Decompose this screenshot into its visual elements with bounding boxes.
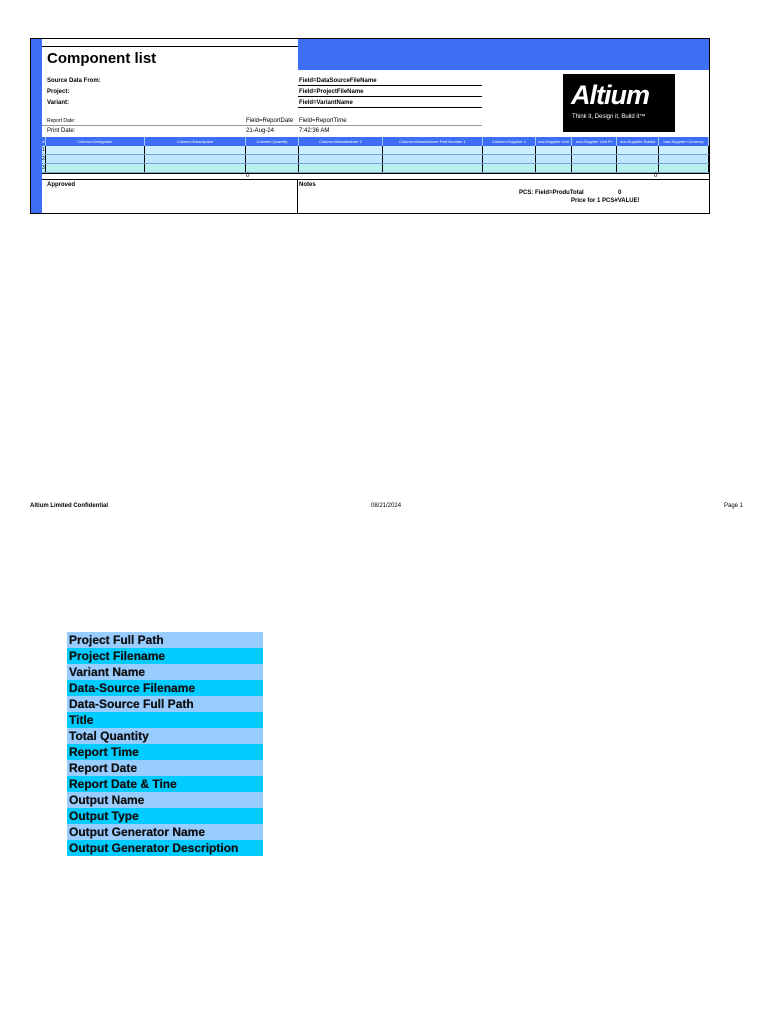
legend-item: Data-Source Filename bbox=[67, 680, 263, 696]
table-cell bbox=[483, 146, 536, 154]
price-label: Price for 1 PCS bbox=[571, 198, 615, 204]
table-cell bbox=[659, 146, 709, 154]
legend-item: Title bbox=[67, 712, 263, 728]
header-banner bbox=[298, 39, 709, 70]
table-cell bbox=[536, 164, 572, 172]
table-cell bbox=[617, 146, 659, 154]
table-cell bbox=[572, 164, 617, 172]
legend-item: Output Type bbox=[67, 808, 263, 824]
table-cell bbox=[659, 155, 709, 163]
report-title: Component list bbox=[47, 50, 157, 67]
table-cell bbox=[46, 164, 145, 172]
table-header bbox=[42, 137, 709, 146]
top-rule-right bbox=[618, 38, 709, 39]
variant-underline bbox=[298, 107, 482, 108]
table-cell bbox=[145, 164, 246, 172]
table-cell: 2 bbox=[42, 156, 45, 162]
legend-item: Data-Source Full Path bbox=[67, 696, 263, 712]
column-header: Column=Manufacturer 1 bbox=[299, 137, 383, 146]
table-cell bbox=[617, 164, 659, 172]
print-date-label: Print Date: bbox=[47, 128, 76, 134]
legend-item: Output Generator Name bbox=[67, 824, 263, 840]
column-header: Column=Manufacturer Part Number 1 bbox=[383, 137, 483, 146]
table-cell bbox=[617, 155, 659, 163]
legend-item: Output Generator Description bbox=[67, 840, 263, 856]
table-cell bbox=[246, 164, 299, 172]
source-value: Field=DataSourceFileName bbox=[299, 78, 377, 84]
print-date-value: 21-Aug-24 bbox=[246, 128, 275, 134]
table-cell bbox=[46, 146, 145, 154]
table-cell bbox=[145, 155, 246, 163]
total-quantity: 0 bbox=[246, 173, 250, 179]
table-cell bbox=[383, 164, 483, 172]
table-cell bbox=[383, 146, 483, 154]
legend-item: Report Date bbox=[67, 760, 263, 776]
table-cell: 3 bbox=[42, 165, 45, 171]
column-header: Column=Supplier 1 bbox=[483, 137, 536, 146]
table-row bbox=[42, 164, 709, 173]
table-cell bbox=[246, 146, 299, 154]
table-cell bbox=[572, 155, 617, 163]
price-value: #VALUE! bbox=[614, 198, 640, 204]
column-header: Column=Description bbox=[145, 137, 246, 146]
table-row bbox=[42, 155, 709, 164]
footer-confidential: Altium Limited Confidential bbox=[30, 503, 108, 509]
totals-row bbox=[42, 173, 709, 180]
column-header: Column=Quantity bbox=[246, 137, 299, 146]
report-time-value: Field=ReportTime bbox=[299, 118, 347, 124]
table-cell bbox=[246, 155, 299, 163]
project-value: Field=ProjectFileName bbox=[299, 89, 364, 95]
logo-tagline: Think it, Design it, Build it™ bbox=[572, 114, 646, 120]
legend-item: Report Time bbox=[67, 744, 263, 760]
project-label: Project: bbox=[47, 89, 70, 95]
column-header: Column=Designator bbox=[46, 137, 145, 146]
column-header: ma=Supplier Unit Pr bbox=[572, 137, 617, 146]
report-date-value: Field=ReportDate bbox=[246, 118, 294, 124]
variant-label: Variant: bbox=[47, 100, 70, 106]
table-cell bbox=[46, 155, 145, 163]
table-cell: 1 bbox=[42, 147, 45, 153]
approved-box bbox=[42, 180, 298, 214]
project-underline bbox=[298, 96, 482, 97]
logo-wordmark: Altium bbox=[571, 80, 649, 110]
table-cell bbox=[483, 164, 536, 172]
notes-label: Notes bbox=[299, 182, 316, 188]
column-header: ma=Supplier Subtot bbox=[617, 137, 659, 146]
table-cell bbox=[536, 155, 572, 163]
table-cell bbox=[145, 146, 246, 154]
column-header: ma=Supplier Unit bbox=[536, 137, 572, 146]
table-cell bbox=[483, 155, 536, 163]
table-row bbox=[42, 146, 709, 155]
table-cell bbox=[383, 155, 483, 163]
legend-item: Report Date & Tine bbox=[67, 776, 263, 792]
table-cell bbox=[659, 164, 709, 172]
footer-date: 08/21/2024 bbox=[371, 503, 402, 509]
approved-label: Approved bbox=[47, 182, 76, 188]
table-cell bbox=[299, 155, 383, 163]
table-cell bbox=[299, 164, 383, 172]
legend-item: Output Name bbox=[67, 792, 263, 808]
column-header: ma=Supplier Currency bbox=[659, 137, 709, 146]
total-subtotal: 0 bbox=[654, 173, 658, 179]
legend-item: Project Filename bbox=[67, 648, 263, 664]
top-rule bbox=[46, 38, 574, 39]
pcs-label: PCS: Field=ProduTotal bbox=[519, 190, 584, 196]
footer-page: Page 1 bbox=[724, 503, 744, 509]
price-line bbox=[571, 198, 640, 204]
print-time-value: 7:42:36 AM bbox=[299, 128, 330, 134]
altium-logo bbox=[563, 74, 675, 132]
source-underline bbox=[298, 85, 482, 86]
column-header: # bbox=[42, 139, 45, 144]
report-date-underline bbox=[42, 125, 482, 126]
variant-value: Field=VariantName bbox=[299, 100, 353, 106]
legend-item: Total Quantity bbox=[67, 728, 263, 744]
table-cell bbox=[536, 146, 572, 154]
source-label: Source Data From: bbox=[47, 78, 101, 84]
pcs-value: 0 bbox=[618, 190, 622, 196]
report-date-label: Report Date: bbox=[47, 118, 76, 124]
legend-item: Variant Name bbox=[67, 664, 263, 680]
table-cell bbox=[299, 146, 383, 154]
legend-item: Project Full Path bbox=[67, 632, 263, 648]
table-cell bbox=[572, 146, 617, 154]
